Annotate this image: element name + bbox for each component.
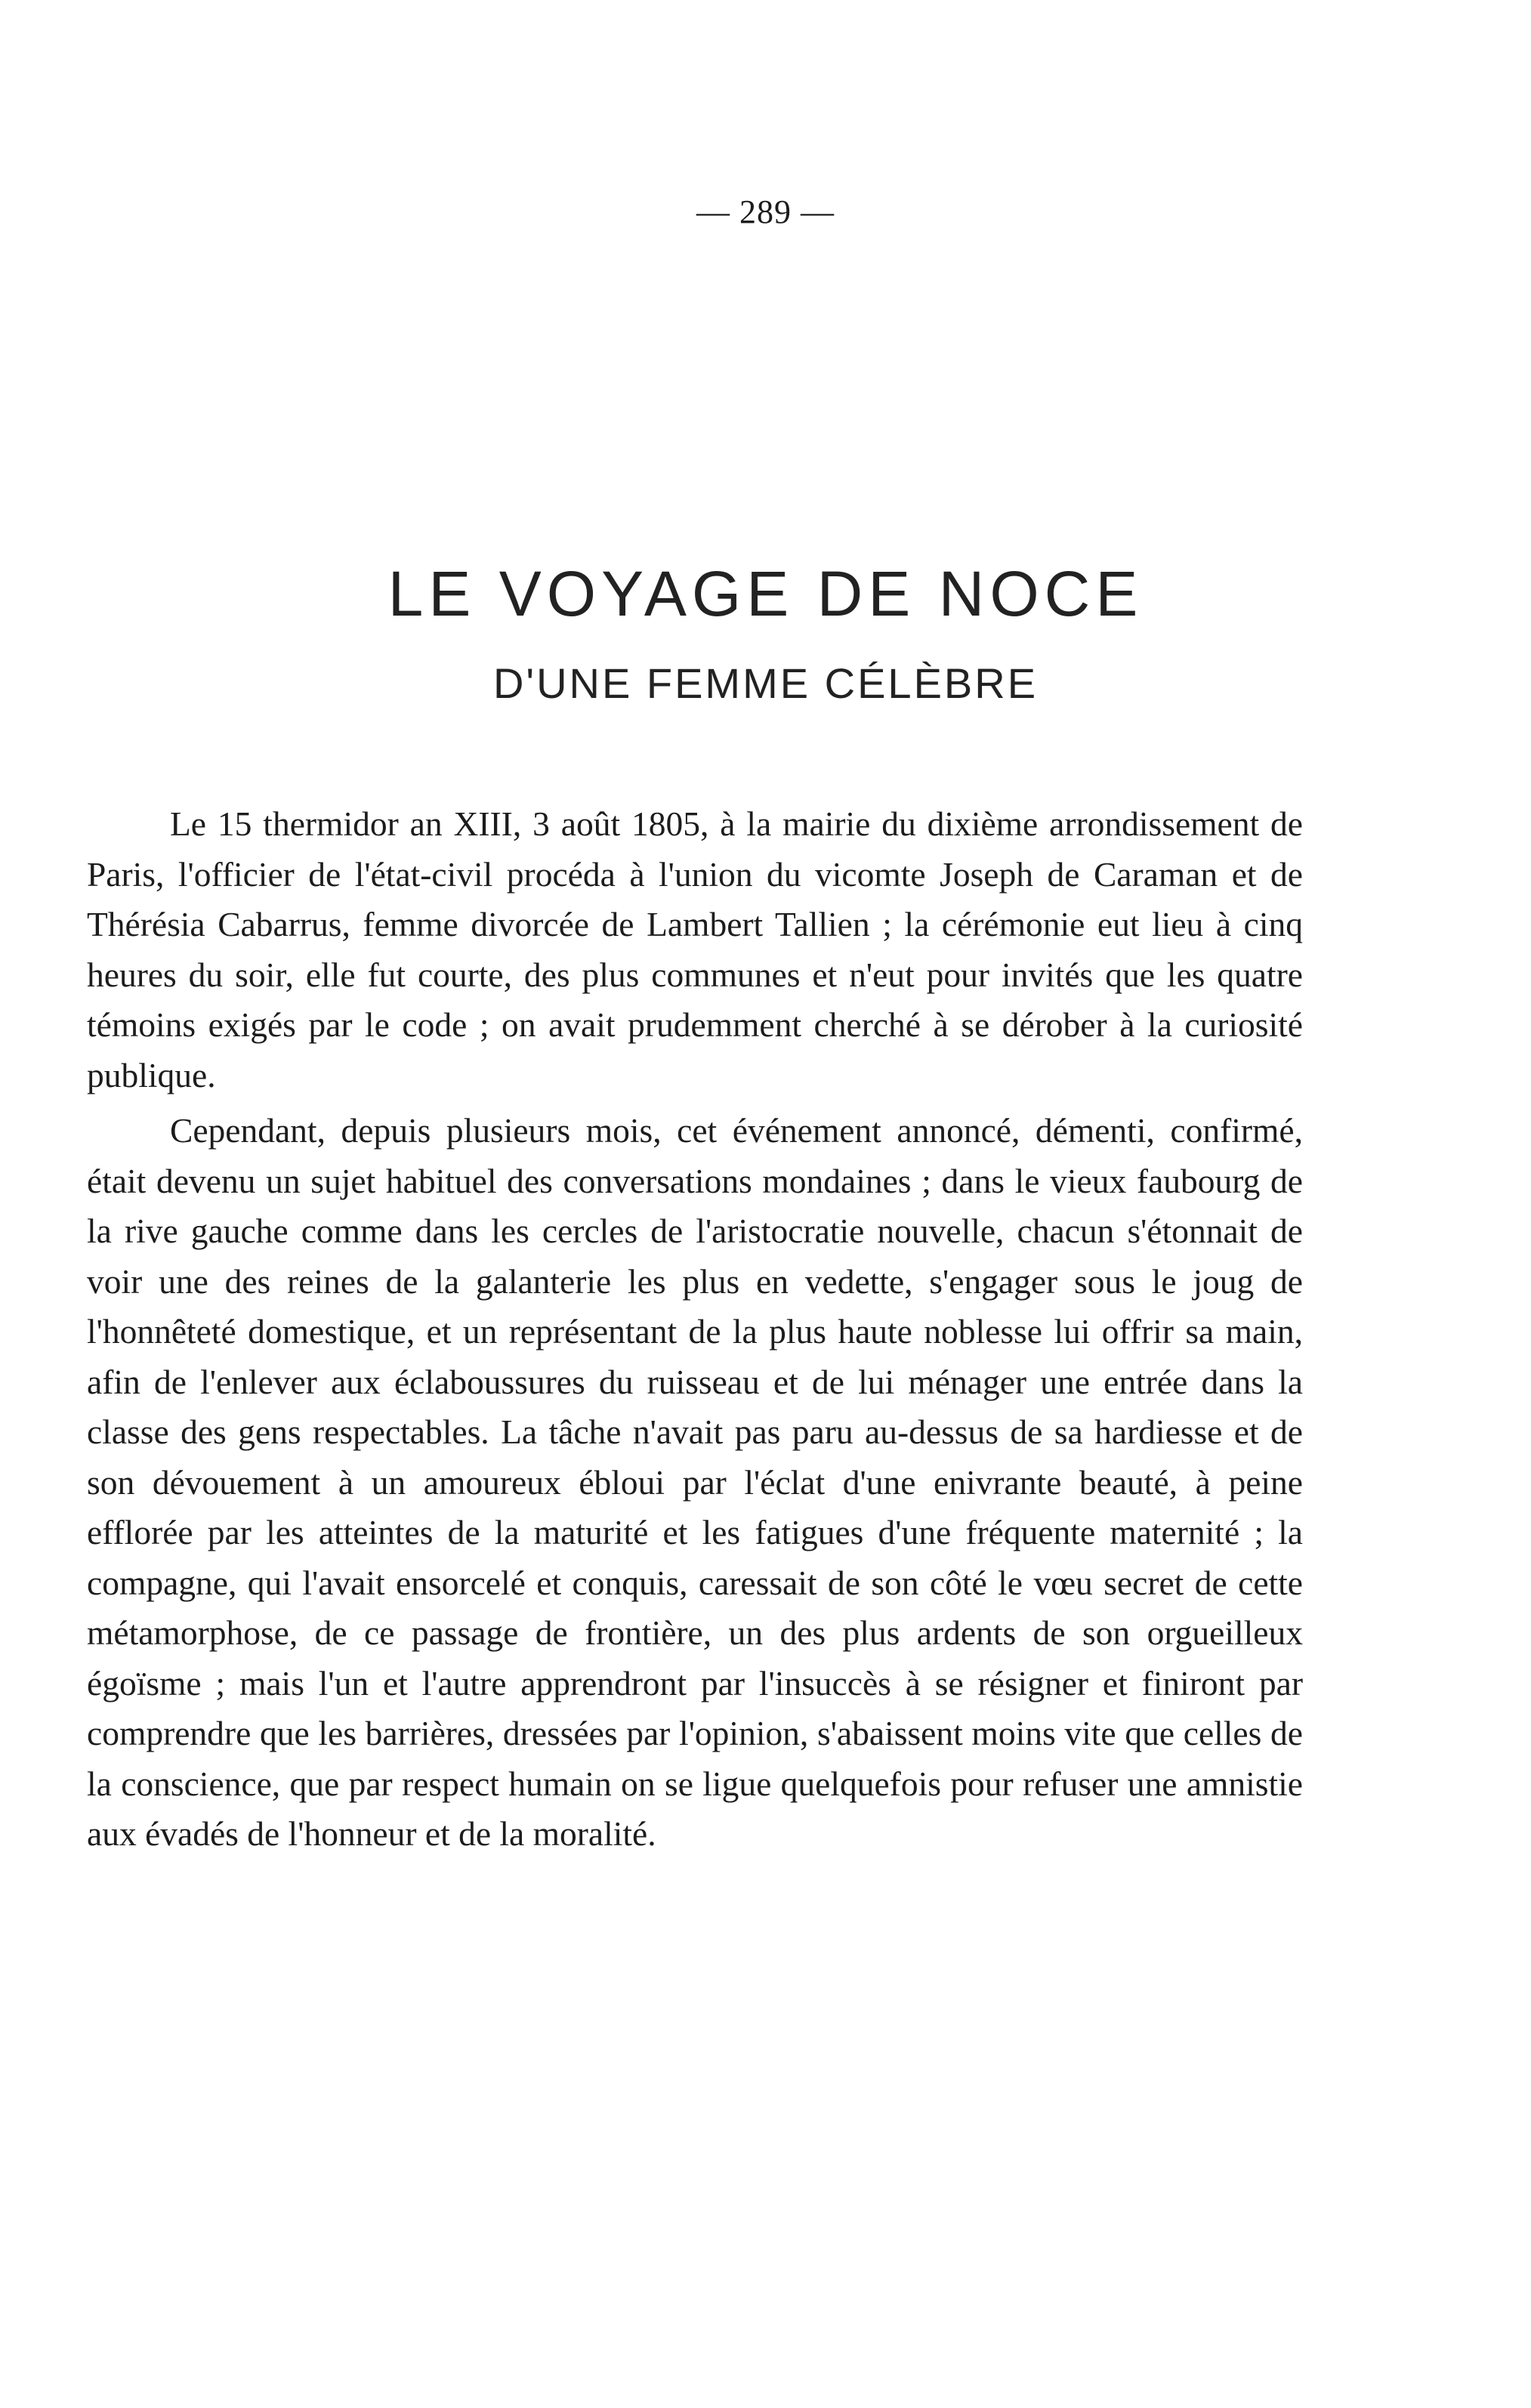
paragraph-2: Cependant, depuis plusieurs mois, cet événement annoncé, démenti, confirmé, était devenu un sujet habituel des conversations mondaines ; dans le vieux faubourg de la rive gauche comme dans les cercles de l'aristocratie nouvelle, chacun s'étonnait de voir une des reines de la galanterie les plus en vedette, s'engager sous le joug de l'honnêteté domestique, et un représentant de la plus haute noblesse lui offrir sa main, afin de l'enlever aux éclaboussures du ruisseau et de lui ménager une entrée dans la classe des gens respectables. La tâche n'avait pas paru au-dessus de sa hardiesse et de son dévouement à un amoureux ébloui par l'éclat d'une enivrante beauté, à peine efflorée par les atteintes de la maturité et les fatigues d'une fréquente maternité ; la compagne, qui l'avait ensorcelé et conquis, caressait de son côté le vœu secret de cette métamorphose, de ce passage de frontière, un des plus ardents de son orgueilleux égoïsme ; mais l'un et l'autre apprendront par l'insuccès à se résigner et finiront par comprendre que les barrières, dressées par l'opinion, s'abaissent moins vite que celles de la conscience, que par respect humain on se ligue quelquefois pour refuser une amnistie aux évadés de l'honneur et de la moralité. xyxy=(87,1111,1303,1853)
chapter-title: LE VOYAGE DE NOCE xyxy=(387,558,1144,629)
paragraph-1: Le 15 thermidor an XIII, 3 août 1805, à la mairie du dixième arrondissement de Paris, l'officier de l'état-civil procéda à l'union du vicomte Joseph de Caraman et de Thérésia Cabarrus, femme divorcée de Lambert Tallien ; la cérémonie eut lieu à cinq heures du soir, elle fut courte, des plus communes et n'eut pour invités que les quatre témoins exigés par le code ; on avait prudemment cherché à se dérober à la curiosité publique. xyxy=(87,804,1303,1094)
chapter-subtitle: D'UNE FEMME CÉLÈBRE xyxy=(492,659,1039,707)
chapter-body xyxy=(87,799,1303,1860)
page-number: — 289 — xyxy=(696,193,835,230)
